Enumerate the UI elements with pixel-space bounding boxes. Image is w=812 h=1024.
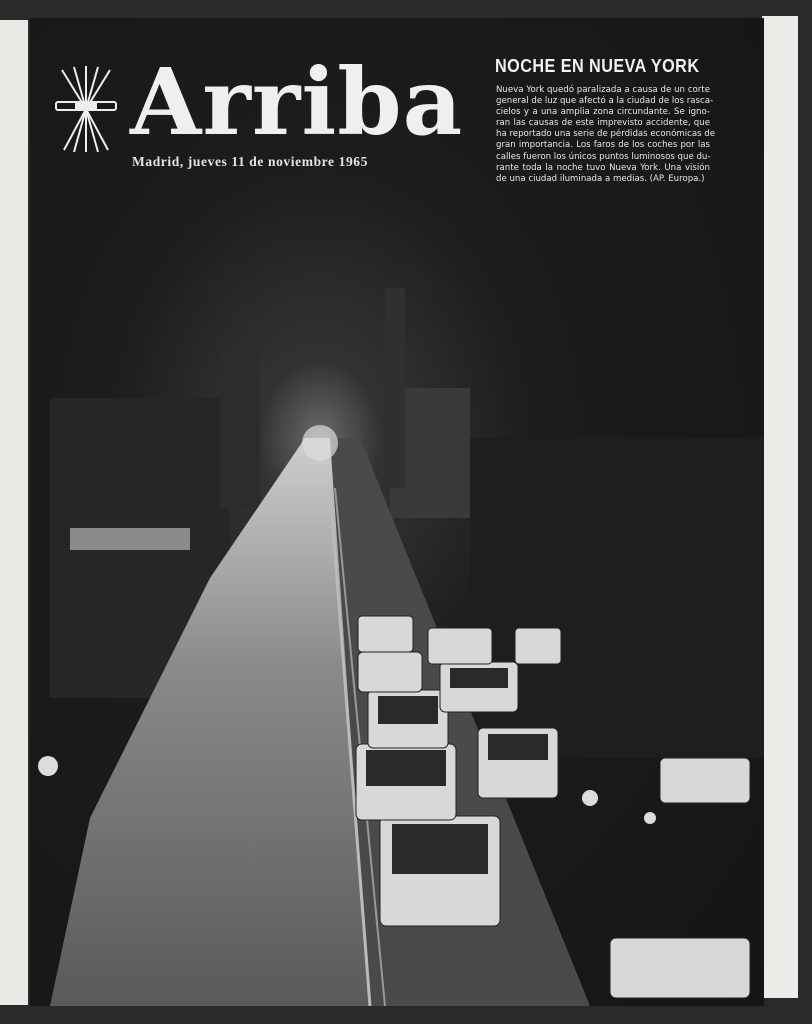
caption-line: cielos y a una amplia zona circundante. Se igno- [496,107,710,118]
masthead: Arriba [130,48,464,156]
adjacent-page-edge [0,20,28,1005]
caption-line: calles fueron los únicos puntos luminosos que du- [496,151,711,162]
caption-line: Nueva York quedó paralizada a causa de un corte [496,85,710,95]
caption-line: ha reportado una serie de pérdidas económicas de [496,129,716,140]
photo-caption [496,85,716,185]
caption-line: de una ciudad iluminada a medias. (AP. Europa.) [496,173,705,184]
caption-line: general de luz que afectó a la ciudad de los rasca- [496,96,714,107]
dateline: Madrid, jueves 11 de noviembre 1965 [132,154,368,169]
front-page [30,18,764,1006]
headline: NOCHE EN NUEVA YORK [495,56,700,76]
caption-line: rante toda la noche tuvo Nueva York. Una visión [496,162,710,173]
yoke-and-arrows-emblem [54,64,118,154]
caption-line: gran importancia. Los faros de los coches por las [496,140,710,151]
caption-line: ran las causas de este imprevisto accidente, que [496,118,710,129]
page-margin [762,16,798,998]
